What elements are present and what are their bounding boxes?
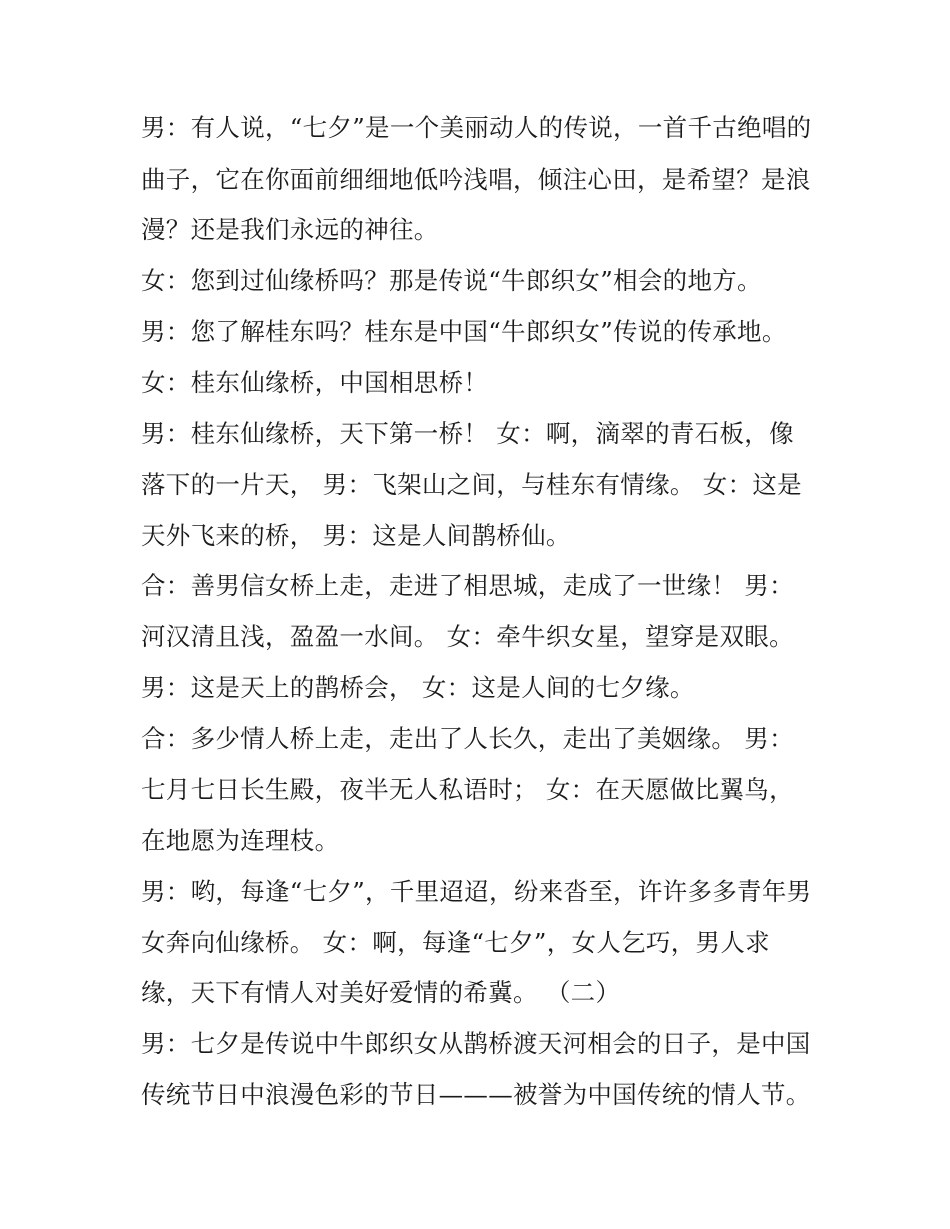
text-line: 男：您了解桂东吗？桂东是中国“牛郎织女”传说的传承地。 [141,317,787,346]
text-line: 合：多少情人桥上走，走出了人长久，走出了美姻缘。 男： [141,724,794,753]
text-line: 传统节日中浪漫色彩的节日———被誉为中国传统的情人节。 [141,1080,811,1109]
text-line: 男：这是天上的鹊桥会， 女：这是人间的七夕缘。 [141,673,695,702]
text-line: 男：有人说，“七夕”是一个美丽动人的传说，一首千古绝唱的 [141,113,812,142]
text-line: 男：桂东仙缘桥，天下第一桥！ 女：啊，滴翠的青石板，像 [141,419,794,448]
text-line: 天外飞来的桥， 男：这是人间鹊桥仙。 [141,521,571,550]
text-line: 河汉清且浅，盈盈一水间。 女：牵牛织女星，望穿是双眼。 [141,622,794,651]
text-line: 合：善男信女桥上走，走进了相思城，走成了一世缘！ 男： [141,571,794,600]
text-line: 在地愿为连理枝。 [141,826,340,855]
text-line: 女：您到过仙缘桥吗？那是传说“牛郎织女”相会的地方。 [141,266,762,295]
text-line: 七月七日长生殿，夜半无人私语时； 女：在天愿做比翼鸟， [141,775,794,804]
text-line: 男：哟，每逢“七夕”，千里迢迢，纷来沓至，许许多多青年男 [141,877,812,906]
text-line: 曲子，它在你面前细细地低吟浅唱，倾注心田，是希望？是浪 [141,165,811,194]
text-line: 男：七夕是传说中牛郎织女从鹊桥渡天河相会的日子，是中国 [141,1029,811,1058]
text-line: 缘，天下有情人对美好爱情的希冀。 （二） [141,978,621,1007]
text-line: 落下的一片天， 男：飞架山之间，与桂东有情缘。 女：这是 [141,470,802,499]
text-line: 漫？还是我们永远的神往。 [141,215,439,244]
text-line: 女奔向仙缘桥。 女：啊，每逢“七夕”，女人乞巧，男人求 [141,928,770,957]
text-line: 女：桂东仙缘桥，中国相思桥！ [141,368,489,397]
